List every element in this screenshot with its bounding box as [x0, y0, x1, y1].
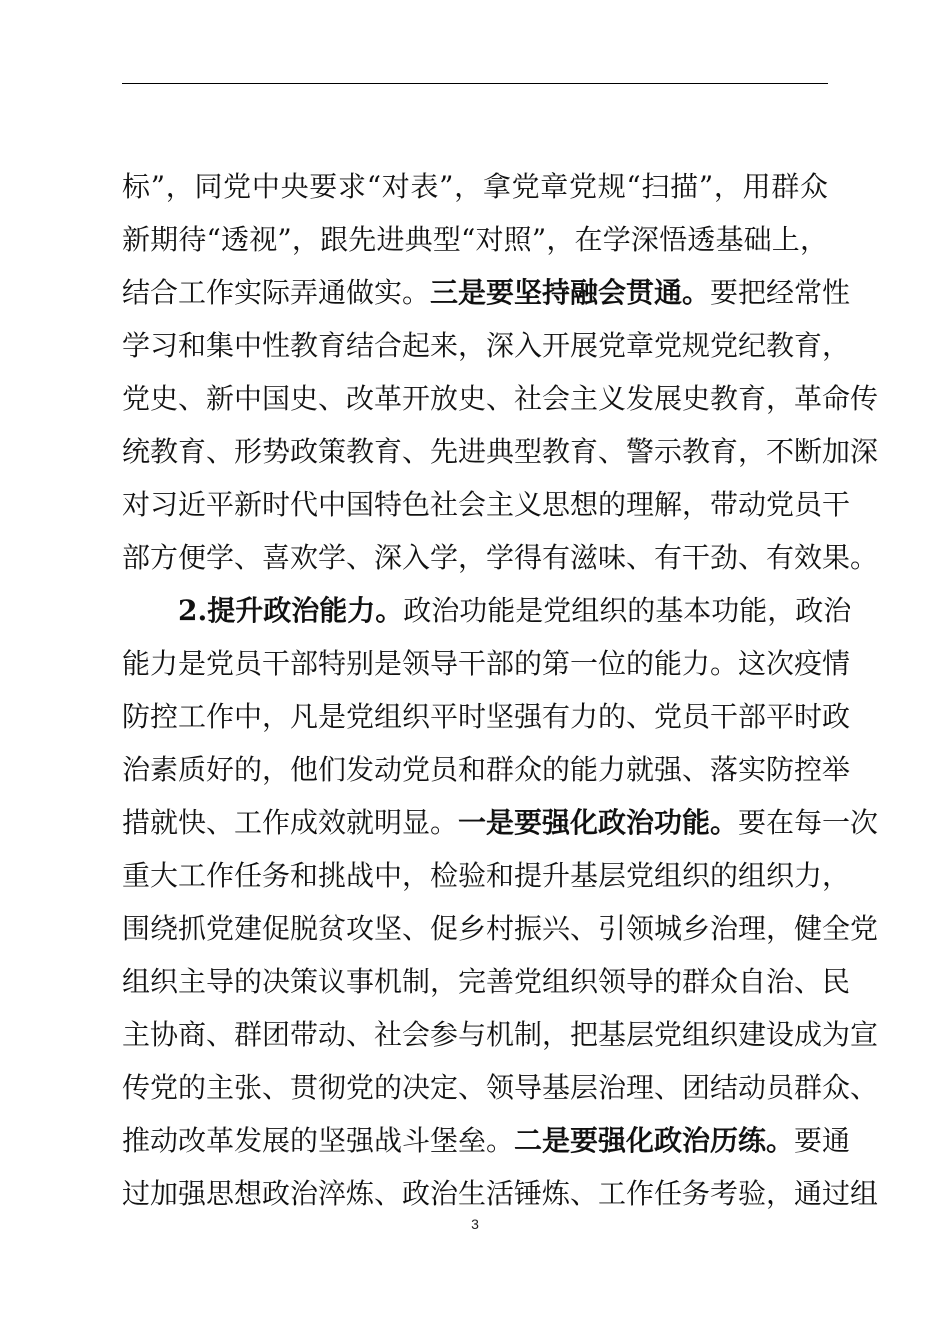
text-line: 标”，同党中央要求“对表”，拿党章党规“扫描”，用群众: [122, 170, 828, 203]
text-line: 对习近平新时代中国特色社会主义思想的理解，带动党员干: [122, 488, 851, 521]
text-run: 政治功能是党组织的基本功能，政治: [403, 594, 852, 627]
text-line: 重大工作任务和挑战中，检验和提升基层党组织的组织力，: [122, 859, 851, 892]
text-line: 防控工作中，凡是党组织平时坚强有力的、党员干部平时政: [122, 700, 851, 733]
text-line: [122, 266, 851, 319]
text-line: 学习和集中性教育结合起来，深入开展党章党规党纪教育，: [122, 329, 851, 362]
bold-heading-run: 三是要坚持融会贯通。: [430, 276, 711, 309]
text-line: 过加强思想政治淬炼、政治生活锤炼、工作任务考验，通过组: [122, 1177, 879, 1210]
paragraph-1: [122, 160, 879, 584]
header-rule: [122, 83, 828, 84]
text-line: 能力是党员干部特别是领导干部的第一位的能力。这次疫情: [122, 647, 851, 680]
text-run: 措就快、工作成效就明显。: [122, 806, 459, 839]
text-run: 要把经常性: [710, 276, 851, 309]
text-line: [122, 584, 852, 637]
text-line: 部方便学、喜欢学、深入学，学得有滋味、有干劲、有效果。: [122, 541, 879, 574]
section-heading: 2.提升政治能力。: [178, 594, 404, 627]
text-line: 主协商、群团带动、社会参与机制，把基层党组织建设成为宣: [122, 1018, 879, 1051]
text-line: 党史、新中国史、改革开放史、社会主义发展史教育，革命传: [122, 382, 879, 415]
text-run: 结合工作实际弄通做实。: [122, 276, 431, 309]
text-line: 治素质好的，他们发动党员和群众的能力就强、落实防控举: [122, 753, 851, 786]
body-text: [122, 160, 879, 1220]
text-line: 传党的主张、贯彻党的决定、领导基层治理、团结动员群众、: [122, 1071, 879, 1104]
page-number: 3: [471, 1216, 479, 1232]
text-line: [122, 1114, 851, 1167]
text-run: 推动改革发展的坚强战斗堡垒。: [122, 1124, 515, 1157]
text-run: 要在每一次: [738, 806, 879, 839]
text-line: 统教育、形势政策教育、先进典型教育、警示教育，不断加深: [122, 435, 879, 468]
text-line: 组织主导的决策议事机制，完善党组织领导的群众自治、民: [122, 965, 851, 998]
paragraph-2: [122, 584, 879, 1220]
bold-heading-run: 二是要强化政治历练。: [514, 1124, 795, 1157]
text-run: 要通: [794, 1124, 851, 1157]
bold-heading-run: 一是要强化政治功能。: [458, 806, 739, 839]
text-line: 新期待“透视”，跟先进典型“对照”，在学深悟透基础上，: [122, 223, 828, 256]
text-line: 围绕抓党建促脱贫攻坚、促乡村振兴、引领城乡治理，健全党: [122, 912, 879, 945]
text-line: [122, 796, 879, 849]
